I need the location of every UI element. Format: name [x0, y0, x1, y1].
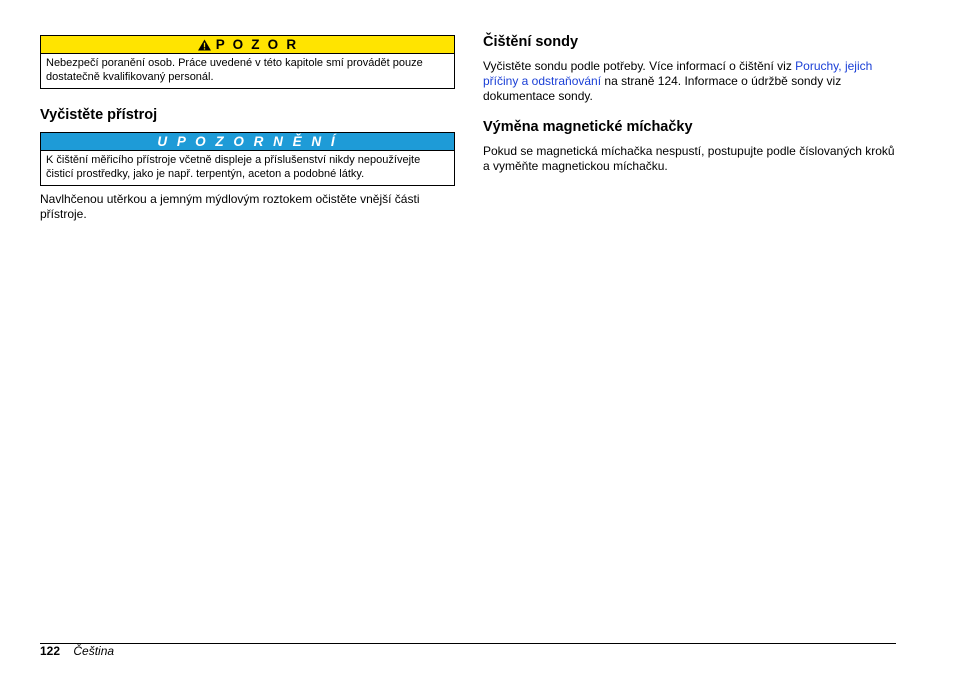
clean-probe-paragraph — [483, 59, 903, 104]
notice-box — [40, 132, 455, 186]
notice-text: K čištění měřicího přístroje včetně displeje a příslušenství nikdy nepoužívejte čisticí prostředky, jako je např. terpentýn, aceton a podobné látky. — [46, 154, 421, 180]
stir-bar-paragraph: Pokud se magnetická míchačka nespustí, postupujte podle číslovaných kroků a vyměňte magnetickou míchačku. — [483, 144, 895, 173]
clean-instrument-heading: Vyčistěte přístroj — [40, 107, 158, 123]
footer-divider — [40, 643, 896, 644]
footer-language: Čeština — [73, 644, 115, 658]
notice-header — [41, 133, 454, 151]
clean-probe-text-before: Vyčistěte sondu podle potřeby. Více informací o čištění viz — [483, 59, 796, 73]
caution-header — [41, 36, 454, 54]
clean-probe-text-after: na straně 124. Informace o údržbě sondy viz dokumentace sondy. — [483, 74, 842, 103]
caution-box — [40, 35, 455, 89]
right-column — [483, 33, 903, 174]
left-column — [40, 35, 455, 222]
clean-probe-heading: Čištění sondy — [483, 34, 579, 50]
stir-bar-heading: Výměna magnetické míchačky — [483, 119, 693, 135]
page-number: 122 — [40, 644, 61, 658]
caution-title: P O Z O R — [215, 37, 299, 52]
page-footer — [40, 644, 114, 658]
notice-title: U P O Z O R N Ě N Í — [157, 134, 338, 149]
warning-triangle-icon — [197, 39, 212, 51]
troubleshooting-link[interactable]: Poruchy, jejich příčiny a odstraňování — [483, 59, 873, 88]
clean-instrument-paragraph: Navlhčenou utěrkou a jemným mýdlovým roztokem očistěte vnější části přístroje. — [40, 192, 420, 221]
caution-text: Nebezpečí poranění osob. Práce uvedené v této kapitole smí provádět pouze dostatečně kvalifikovaný personál. — [46, 57, 423, 83]
